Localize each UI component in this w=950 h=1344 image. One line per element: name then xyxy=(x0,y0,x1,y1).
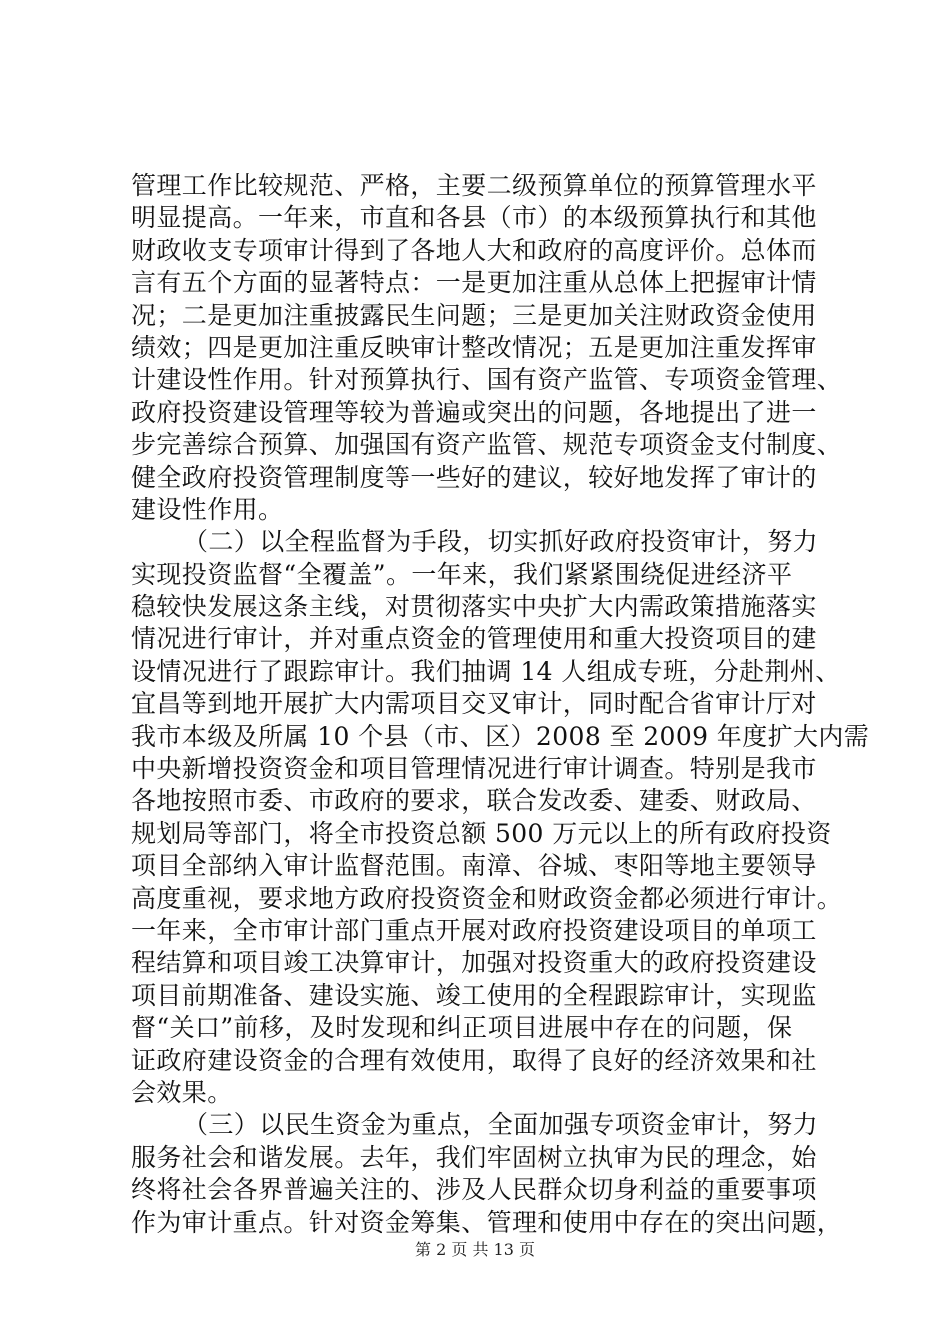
text-line: 会效果。 xyxy=(131,1077,233,1107)
text-line: 建设性作用。 xyxy=(131,494,284,524)
text-line: 政府投资建设管理等较为普遍或突出的问题，各地提出了进一 xyxy=(131,397,817,427)
text-line: 中央新增投资资金和项目管理情况进行审计调查。特别是我市 xyxy=(131,754,817,784)
text-line: 情况进行审计，并对重点资金的管理使用和重大投资项目的建 xyxy=(131,624,817,654)
text-line: 服务社会和谐发展。去年，我们牢固树立执审为民的理念，始 xyxy=(131,1142,817,1172)
text-line: 明显提高。一年来，市直和各县（市）的本级预算执行和其他 xyxy=(131,203,817,233)
page-number-footer: 第 2 页 共 13 页 xyxy=(415,1240,535,1259)
text-line: 财政收支专项审计得到了各地人大和政府的高度评价。总体而 xyxy=(131,235,817,265)
text-line: 宜昌等到地开展扩大内需项目交叉审计，同时配合省审计厅对 xyxy=(131,689,817,719)
text-line: 实现投资监督“全覆盖”。一年来，我们紧紧围绕促进经济平 xyxy=(131,559,793,589)
text-line: 项目前期准备、建设实施、竣工使用的全程跟踪审计，实现监 xyxy=(131,980,817,1010)
text-line: 督“关口”前移，及时发现和纠正项目进展中存在的问题，保 xyxy=(131,1013,793,1043)
text-line: 健全政府投资管理制度等一些好的建议，较好地发挥了审计的 xyxy=(131,462,817,492)
text-line: 高度重视，要求地方政府投资资金和财政资金都必须进行审计。 xyxy=(131,883,843,913)
document-body xyxy=(131,170,870,1239)
text-line: 证政府建设资金的合理有效使用，取得了良好的经济效果和社 xyxy=(131,1045,817,1075)
text-line: 计建设性作用。针对预算执行、国有资产监管、专项资金管理、 xyxy=(131,365,843,395)
text-line: 规划局等部门，将全市投资总额 500 万元以上的所有政府投资 xyxy=(131,818,832,848)
text-line: 设情况进行了跟踪审计。我们抽调 14 人组成专班，分赴荆州、 xyxy=(131,656,841,686)
text-line: 况；二是更加注重披露民生问题；三是更加关注财政资金使用 xyxy=(131,300,817,330)
text-line: 管理工作比较规范、严格，主要二级预算单位的预算管理水平 xyxy=(131,171,817,200)
section-heading-line: （二）以全程监督为手段，切实抓好政府投资审计，努力 xyxy=(183,527,819,557)
text-line: 终将社会各界普遍关注的、涉及人民群众切身利益的重要事项 xyxy=(131,1175,817,1205)
text-line: 一年来，全市审计部门重点开展对政府投资建设项目的单项工 xyxy=(131,915,817,945)
section-heading-line: （三）以民生资金为重点，全面加强专项资金审计，努力 xyxy=(183,1110,819,1140)
text-line: 项目全部纳入审计监督范围。南漳、谷城、枣阳等地主要领导 xyxy=(131,851,817,881)
text-line: 作为审计重点。针对资金筹集、管理和使用中存在的突出问题， xyxy=(131,1207,843,1237)
text-line: 程结算和项目竣工决算审计，加强对投资重大的政府投资建设 xyxy=(131,948,817,978)
text-line: 我市本级及所属 10 个县（市、区）2008 至 2009 年度扩大内需 xyxy=(131,721,870,751)
text-line: 言有五个方面的显著特点：一是更加注重从总体上把握审计情 xyxy=(131,268,817,298)
text-line: 各地按照市委、市政府的要求，联合发改委、建委、财政局、 xyxy=(131,786,817,816)
text-line: 绩效；四是更加注重反映审计整改情况；五是更加注重发挥审 xyxy=(131,332,817,362)
text-line: 步完善综合预算、加强国有资产监管、规范专项资金支付制度、 xyxy=(131,430,843,460)
text-line: 稳较快发展这条主线，对贯彻落实中央扩大内需政策措施落实 xyxy=(131,592,817,622)
